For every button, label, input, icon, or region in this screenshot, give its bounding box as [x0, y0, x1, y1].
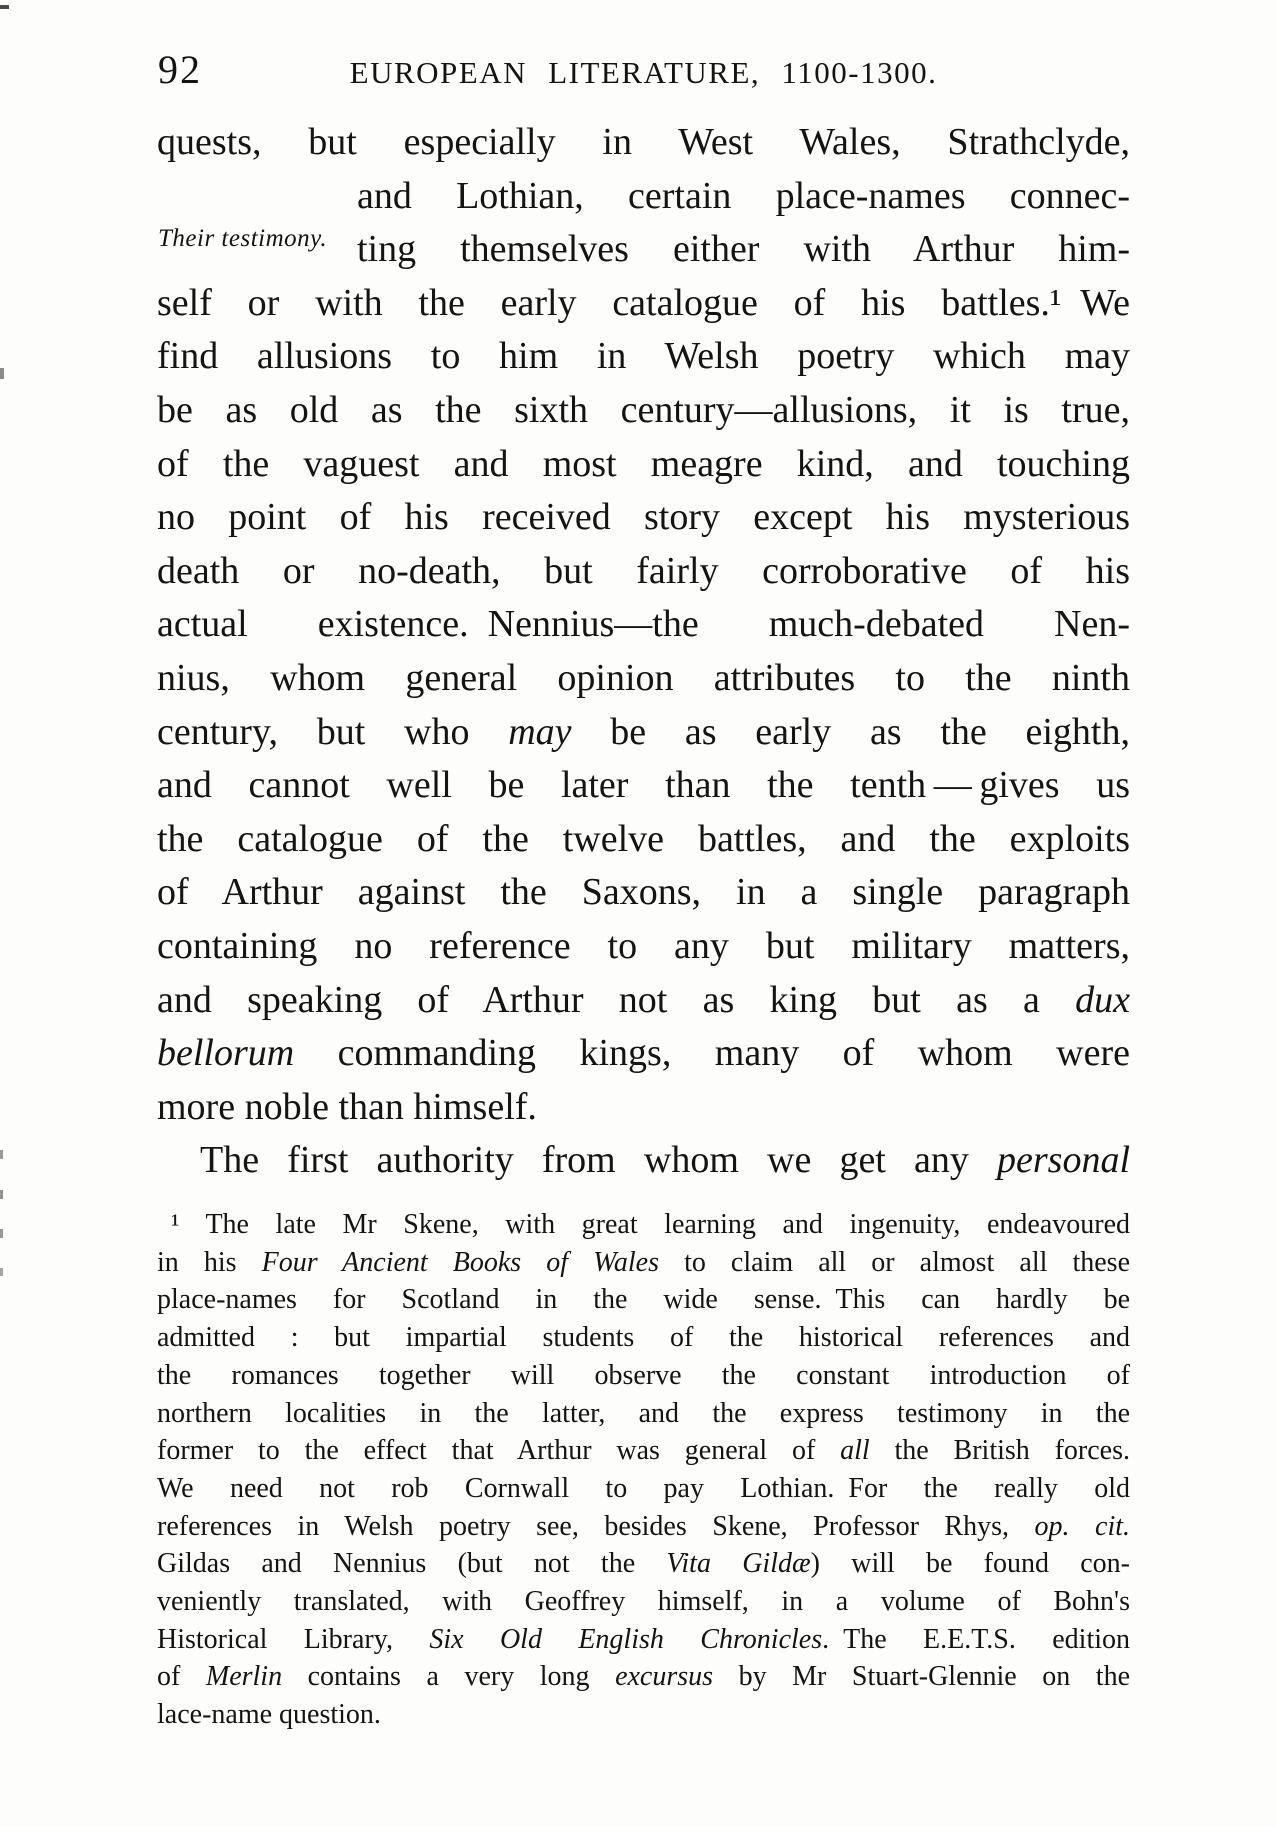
text-segment: death or no-death, but fairly corroborative of his — [157, 549, 1130, 592]
text-segment: more noble than himself. — [157, 1085, 537, 1128]
text-segment: century, but who — [157, 710, 509, 753]
text-segment: no point of his received story except his mysterious — [157, 496, 1130, 539]
scan-artifact — [0, 1229, 3, 1238]
scan-artifact — [0, 1268, 3, 1276]
italic-text: Merlin — [205, 1661, 283, 1693]
italic-text: may — [508, 710, 572, 753]
text-segment: of the vaguest and most meagre kind, and touching — [157, 442, 1130, 485]
text-segment: in his — [157, 1246, 262, 1278]
text-line — [157, 1357, 1130, 1395]
scan-artifact — [0, 368, 4, 379]
margin-note: Their testimony. — [158, 225, 328, 252]
italic-text: dux — [1075, 978, 1130, 1021]
text-segment: veniently translated, with Geoffrey himself, in a volume of Bohn's — [157, 1586, 1130, 1618]
text-segment: lace-name question. — [157, 1699, 381, 1731]
text-line — [157, 277, 1130, 331]
text-line — [157, 866, 1130, 920]
text-segment: the romances together will observe the constant introduction of — [157, 1359, 1130, 1391]
text-segment: quests, but especially in West Wales, Strathclyde, — [157, 121, 1130, 163]
text-segment: the catalogue of the twelve battles, and the exploits — [157, 817, 1130, 860]
italic-text: excursus — [615, 1661, 714, 1693]
text-line — [157, 652, 1130, 706]
text-segment: We need not rob Cornwall to pay Lothian. For the really old — [157, 1472, 1130, 1504]
italic-text: Six Old English Chronicles — [429, 1623, 823, 1655]
text-segment: by Mr Stuart-Glennie on the — [713, 1661, 1131, 1693]
text-line — [157, 491, 1130, 545]
text-line — [157, 1281, 1130, 1319]
text-line — [157, 1545, 1130, 1583]
text-segment: of — [157, 1661, 206, 1693]
text-segment: containing no reference to any but military matters, — [157, 924, 1130, 967]
text-segment: and cannot well be later than the tenth — gives us — [157, 764, 1130, 807]
text-segment: ¹ The late Mr Skene, with great learning and ingenuity, endeavoured — [171, 1209, 1130, 1240]
text-line — [157, 1621, 1130, 1659]
scan-artifact — [0, 1150, 3, 1159]
page-number: 92 — [158, 47, 202, 92]
text-segment: to claim all or almost all these — [659, 1246, 1130, 1278]
scan-artifact — [0, 1190, 3, 1199]
text-segment: self or with the early catalogue of his battles.¹ We — [157, 281, 1130, 324]
scan-artifact — [0, 5, 9, 9]
text-line — [157, 974, 1130, 1028]
text-segment: of Arthur against the Saxons, in a single paragraph — [157, 871, 1130, 914]
text-line — [157, 330, 1130, 384]
text-line — [157, 1508, 1130, 1546]
text-line — [157, 706, 1130, 760]
text-line — [357, 223, 1130, 277]
text-line — [200, 1134, 1130, 1188]
text-segment: nius, whom general opinion attributes to the ninth — [157, 656, 1130, 699]
text-segment: ) will be found con- — [810, 1548, 1130, 1580]
text-line — [357, 170, 1130, 224]
italic-text: op. cit. — [1034, 1510, 1130, 1542]
text-line — [157, 1027, 1130, 1081]
italic-text: Four Ancient Books of Wales — [261, 1246, 659, 1278]
text-line — [157, 384, 1130, 438]
italic-text: Vita Gildæ — [666, 1548, 811, 1580]
text-line — [157, 759, 1130, 813]
text-line — [157, 1432, 1130, 1470]
text-segment: find allusions to him in Welsh poetry which may — [157, 335, 1130, 378]
text-segment: admitted : but impartial students of the historical references and — [157, 1322, 1130, 1354]
text-line — [157, 1319, 1130, 1357]
text-line — [157, 545, 1130, 599]
text-line — [157, 1081, 1130, 1135]
italic-text: personal — [997, 1139, 1130, 1182]
text-segment: be as old as the sixth century—allusions, it is true, — [157, 388, 1130, 431]
text-line — [157, 920, 1130, 974]
text-segment: place-names for Scotland in the wide sense. This can hardly be — [157, 1284, 1130, 1316]
text-segment: the British forces. — [869, 1435, 1130, 1467]
running-title: EUROPEAN LITERATURE, 1100-1300. — [349, 55, 938, 90]
text-segment: be as early as the eighth, — [571, 710, 1130, 753]
text-line — [157, 116, 1130, 170]
text-line — [157, 1395, 1130, 1433]
text-segment: commanding kings, many of whom were — [294, 1032, 1130, 1075]
text-segment: former to the effect that Arthur was general of — [157, 1435, 841, 1467]
text-segment: Historical Library, — [157, 1623, 430, 1655]
italic-text: all — [840, 1435, 870, 1467]
text-segment: The first authority from whom we get any — [200, 1139, 997, 1182]
body-text — [157, 116, 1130, 1188]
text-line — [171, 1206, 1130, 1244]
text-line — [157, 1696, 1130, 1734]
text-line — [157, 1244, 1130, 1282]
text-segment: . The E.E.T.S. edition — [822, 1623, 1131, 1655]
text-segment: contains a very long — [282, 1661, 616, 1693]
text-line — [157, 1583, 1130, 1621]
italic-text: bellorum — [157, 1032, 295, 1075]
text-segment: ting themselves either with Arthur him- — [357, 228, 1130, 271]
text-segment: and speaking of Arthur not as king but as a — [157, 978, 1076, 1021]
text-line — [157, 1470, 1130, 1508]
text-segment: actual existence. Nennius—the much-debated Nen- — [157, 603, 1130, 646]
text-segment: Gildas and Nennius (but not the — [157, 1548, 667, 1580]
text-line — [157, 598, 1130, 652]
text-line — [157, 1658, 1130, 1696]
text-segment: references in Welsh poetry see, besides Skene, Professor Rhys, — [157, 1510, 1035, 1542]
text-segment: northern localities in the latter, and the express testimony in the — [157, 1397, 1130, 1429]
running-head — [157, 47, 1130, 92]
text-segment: and Lothian, certain place-names connec- — [357, 174, 1130, 217]
text-line — [157, 813, 1130, 867]
text-line — [157, 438, 1130, 492]
footnote-text — [157, 1206, 1130, 1734]
